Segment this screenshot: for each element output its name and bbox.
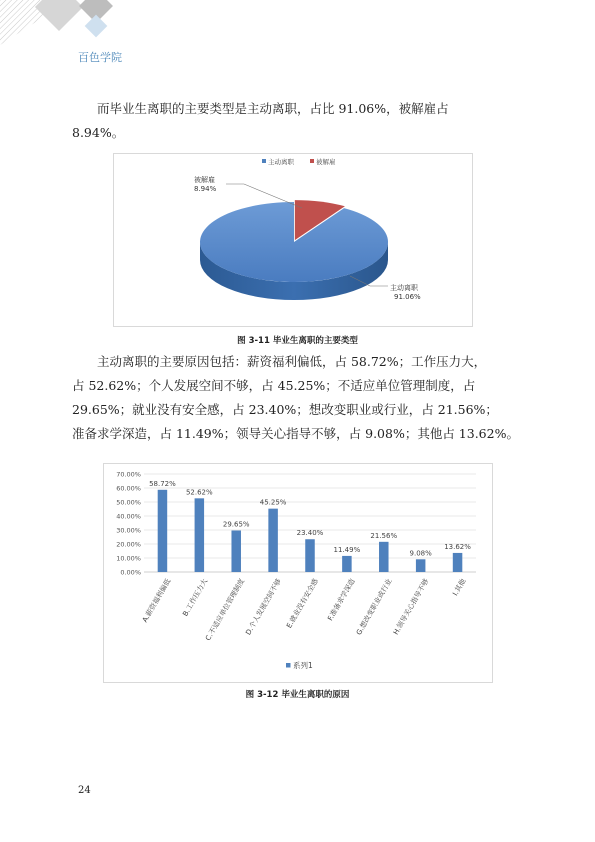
bar-3 [231, 530, 241, 572]
y-tick-label-3: 30.00% [116, 526, 141, 535]
y-tick-label-6: 60.00% [116, 484, 141, 493]
paragraph-2-line-2: 占 52.62%；个人发展空间不够，占 45.25%；不适应单位管理制度，占 [72, 378, 476, 393]
y-tick-label-2: 20.00% [116, 540, 141, 549]
y-tick-label-4: 40.00% [116, 512, 141, 521]
bar-legend-swatch [286, 663, 291, 668]
paragraph-2-line-3: 29.65%；就业没有安全感，占 23.40%；想改变职业或行业，占 21.56%； [72, 402, 498, 417]
figure-1-caption: 图 3-11 毕业生离职的主要类型 [237, 336, 358, 346]
pie-slice-1 [200, 202, 388, 282]
figure-2-caption: 图 3-12 毕业生离职的原因 [245, 690, 350, 700]
bar-data-label-5: 23.40% [296, 529, 324, 538]
y-tick-label-7: 70.00% [116, 470, 141, 479]
bar-8 [416, 559, 426, 572]
x-tick-label-9: I.其他 [451, 577, 468, 598]
bar-data-label-4: 45.25% [259, 498, 287, 507]
pie-label-value-1: 91.06% [394, 293, 421, 301]
bar-data-label-8: 9.08% [409, 549, 432, 558]
bar-6 [342, 556, 352, 572]
paragraph-1-line-2: 8.94%。 [72, 125, 125, 140]
bar-legend-label: 系列1 [293, 661, 313, 670]
pie-label-name-2: 被解雇 [194, 176, 215, 184]
legend-swatch-2 [310, 159, 314, 163]
bar-data-label-3: 29.65% [222, 520, 250, 529]
x-tick-label-7: G.想改变职业或行业 [354, 577, 394, 637]
x-tick-label-8: H.领导关心指导不够 [391, 577, 431, 637]
bar-data-label-2: 52.62% [185, 488, 213, 497]
bar-1 [158, 490, 168, 572]
x-tick-label-4: D.个人发展空间不够 [244, 577, 283, 637]
bar-data-label-6: 11.49% [333, 545, 361, 554]
bar-chart [104, 464, 492, 682]
corner-decoration [0, 0, 130, 46]
x-tick-label-6: F.准备求学深造 [326, 577, 357, 623]
page-number: 24 [78, 785, 91, 796]
bar-7 [379, 542, 389, 572]
bar-data-label-1: 58.72% [149, 479, 176, 488]
x-tick-label-5: E.就业没有安全感 [285, 577, 320, 630]
pie-label-name-1: 主动离职 [390, 284, 418, 292]
pie-label-value-2: 8.94% [194, 185, 217, 193]
x-tick-label-2: B.工作压力大 [181, 577, 210, 618]
legend-swatch-1 [262, 159, 266, 163]
legend-label-2: 被解雇 [316, 158, 336, 166]
bar-data-label-7: 21.56% [370, 531, 398, 540]
paragraph-2 [72, 350, 524, 446]
legend-label-1: 主动离职 [268, 158, 294, 166]
bar-chart-frame [103, 463, 493, 683]
paragraph-1-line-1: 而毕业生离职的主要类型是主动离职，占比 91.06%，被解雇占 [97, 101, 449, 116]
x-tick-label-3: C.不适应单位管理制度 [204, 577, 247, 643]
y-tick-label-5: 50.00% [116, 498, 141, 507]
x-tick-label-1: A.薪资福利偏低 [140, 577, 173, 624]
bar-9 [453, 553, 463, 572]
y-tick-label-0: 0.00% [120, 568, 141, 577]
pie-chart [114, 154, 472, 326]
bar-2 [195, 498, 205, 572]
header-title: 百色学院 [78, 51, 122, 64]
bar-5 [305, 539, 315, 572]
bar-data-label-9: 13.62% [444, 542, 471, 551]
pie-chart-frame [113, 153, 473, 327]
y-tick-label-1: 10.00% [116, 554, 141, 563]
paragraph-2-line-4: 准备求学深造，占 11.49%；领导关心指导不够，占 9.08%；其他占 13.62%。 [72, 426, 519, 441]
paragraph-2-line-1: 主动离职的主要原因包括：薪资福利偏低，占 58.72%；工作压力大， [97, 354, 487, 369]
paragraph-1 [72, 97, 524, 145]
bar-4 [268, 509, 278, 572]
